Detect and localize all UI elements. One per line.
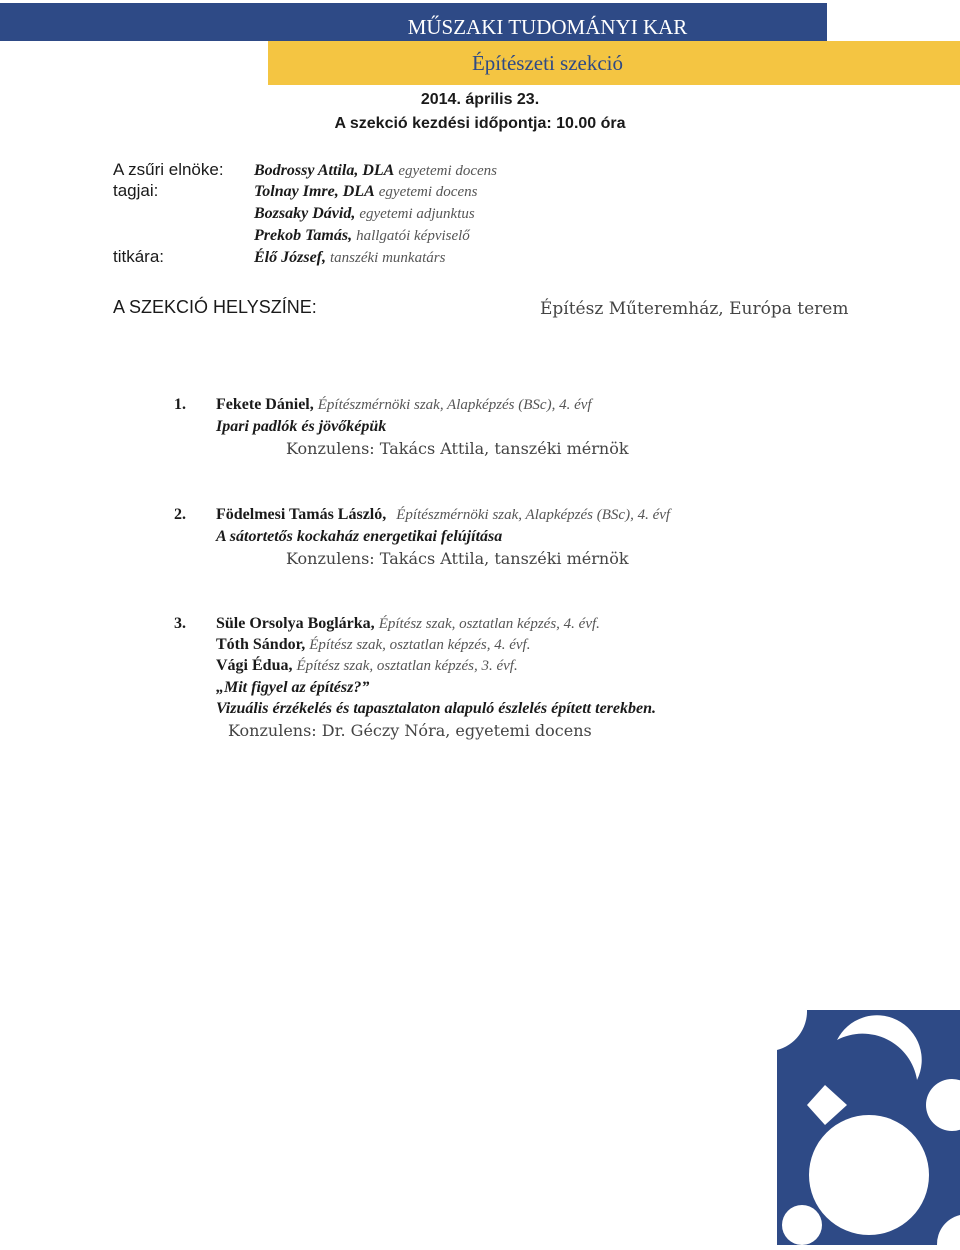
jury-member-role: hallgatói képviselő bbox=[356, 228, 470, 244]
entry-title: „Mit figyel az építész?” bbox=[216, 679, 370, 696]
student-program: Építész szak, osztatlan képzés, 3. évf. bbox=[296, 658, 518, 674]
entry-student bbox=[216, 636, 530, 654]
entry-student bbox=[216, 506, 670, 524]
entry-student bbox=[216, 396, 592, 414]
entry-number: 2. bbox=[174, 506, 186, 523]
event-date: 2014. április 23. bbox=[420, 91, 540, 108]
entry-student bbox=[216, 615, 600, 633]
entry-title: Ipari padlók és jövőképük bbox=[216, 418, 387, 435]
entry-number: 3. bbox=[174, 615, 186, 632]
jury-chair-label: A zsűri elnöke: bbox=[113, 160, 224, 179]
jury-member-role: egyetemi docens bbox=[378, 184, 478, 200]
jury-secretary-role: tanszéki munkatárs bbox=[330, 250, 446, 266]
jury-secretary-label: titkára: bbox=[113, 247, 165, 266]
jury-member bbox=[254, 183, 477, 201]
jury-member bbox=[254, 205, 475, 223]
student-name: Tóth Sándor, bbox=[216, 636, 306, 653]
jury-chair-role: egyetemi docens bbox=[398, 163, 498, 179]
student-program: Építész szak, osztatlan képzés, 4. évf. bbox=[378, 616, 600, 632]
entry-consultant: Konzulens: Takács Attila, tanszéki mérnök bbox=[286, 439, 629, 458]
jury-chair bbox=[254, 162, 497, 180]
entry-number: 1. bbox=[174, 396, 186, 413]
section-title: Építészeti szekció bbox=[471, 51, 624, 75]
student-name: Födelmesi Tamás László, bbox=[216, 506, 387, 523]
jury-member-name: Prekob Tamás, bbox=[254, 227, 353, 244]
entry-student bbox=[216, 657, 518, 675]
jury-member-role: egyetemi adjunktus bbox=[359, 206, 475, 222]
jury-secretary bbox=[254, 249, 445, 267]
jury-secretary-name: Élő József, bbox=[254, 249, 326, 266]
faculty-title: MŰSZAKI TUDOMÁNYI KAR bbox=[407, 15, 688, 39]
student-program: Építészmérnöki szak, Alapképzés (BSc), 4. évf bbox=[317, 397, 592, 413]
jury-member-name: Bozsaky Dávid, bbox=[254, 205, 356, 222]
entry-title-line2: Vizuális érzékelés és tapasztalaton alapuló észlelés épített terekben. bbox=[216, 700, 656, 717]
student-name: Vági Édua, bbox=[216, 657, 293, 674]
entry-consultant: Konzulens: Dr. Géczy Nóra, egyetemi docens bbox=[228, 721, 592, 740]
jury-members-label: tagjai: bbox=[113, 181, 159, 200]
jury-member bbox=[254, 227, 470, 245]
venue-value: Építész Műteremház, Európa terem bbox=[540, 299, 849, 319]
student-name: Süle Orsolya Boglárka, bbox=[216, 615, 375, 632]
venue-label: A SZEKCIÓ HELYSZÍNE: bbox=[113, 297, 317, 317]
entry-consultant: Konzulens: Takács Attila, tanszéki mérnök bbox=[286, 549, 629, 568]
student-name: Fekete Dániel, bbox=[216, 396, 314, 413]
jury-chair-name: Bodrossy Attila, DLA bbox=[254, 162, 395, 179]
university-logo-icon bbox=[777, 1010, 960, 1245]
student-program: Építészmérnöki szak, Alapképzés (BSc), 4. évf bbox=[396, 507, 671, 523]
entry-title: A sátortetős kockaház energetikai felújítása bbox=[216, 528, 503, 545]
student-program: Építész szak, osztatlan képzés, 4. évf. bbox=[309, 637, 531, 653]
jury-member-name: Tolnay Imre, DLA bbox=[254, 183, 375, 200]
start-time: A szekció kezdési időpontja: 10.00 óra bbox=[334, 115, 626, 132]
